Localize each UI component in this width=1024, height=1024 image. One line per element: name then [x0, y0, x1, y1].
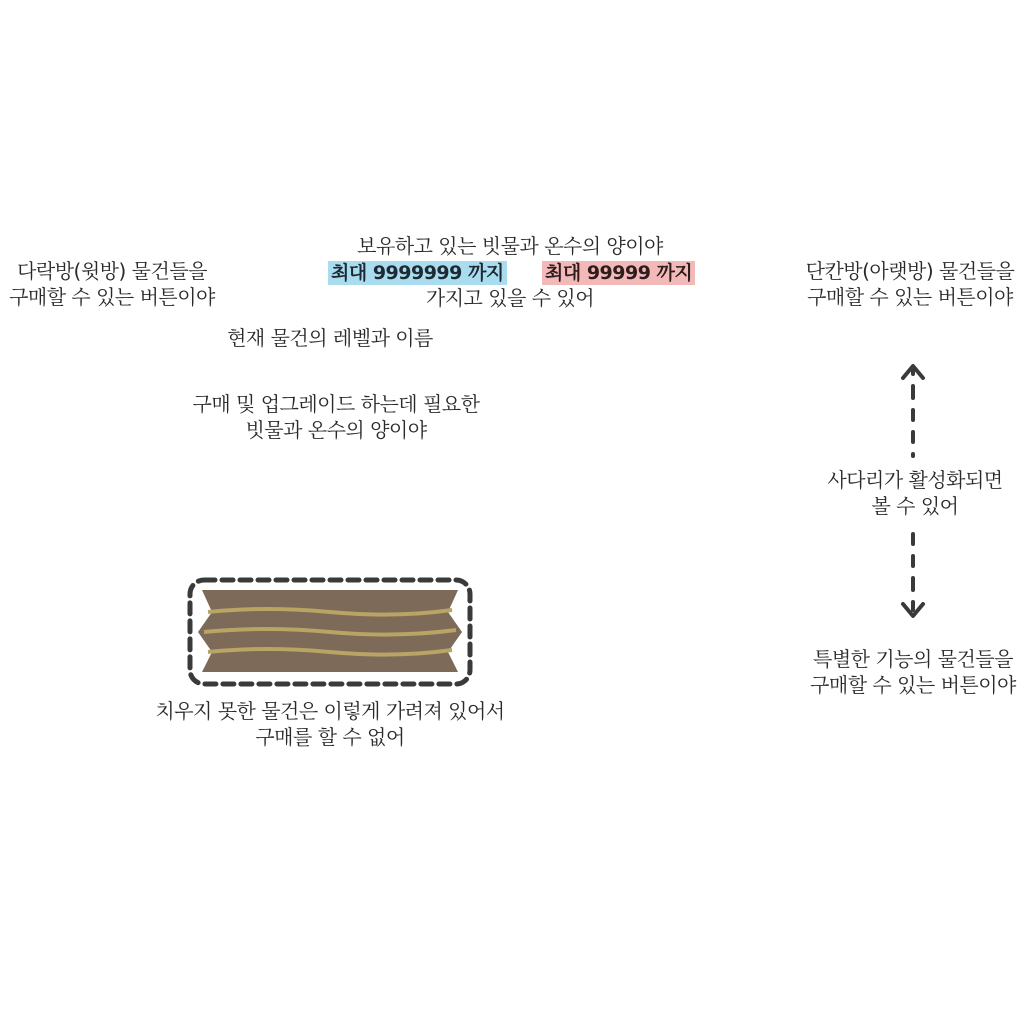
attic-button-note-line2: 구매할 수 있는 버튼이야: [9, 285, 215, 309]
storage-button-note: [796, 258, 1024, 310]
ladder-note-line2: 볼 수 있어: [871, 494, 959, 518]
rain-max-highlight: 최대 9999999 까지: [328, 261, 507, 285]
storage-button-note-line2: 구매할 수 있는 버튼이야: [807, 285, 1013, 309]
owned-resources-footer: 가지고 있을 수 있어: [425, 286, 595, 310]
hot-max-highlight: 최대 99999 까지: [542, 261, 695, 285]
cost-note-line1: 구매 및 업그레이드 하는데 필요한: [192, 392, 480, 416]
attic-button-note-line1: 다락방(윗방) 물건들을: [17, 259, 207, 283]
special-button-note-line2: 구매할 수 있는 버튼이야: [810, 673, 1016, 697]
storage-button-note-line1: 단칸방(아랫방) 물건들을: [805, 259, 1015, 283]
special-button-note-line1: 특별한 기능의 물건들을: [813, 647, 1013, 671]
covered-item-illustration: [186, 576, 474, 688]
hidden-item-note-line1: 치우지 못한 물건은 이렇게 가려져 있어서: [155, 699, 505, 723]
owned-resources-title: 보유하고 있는 빗물과 온수의 양이야: [357, 234, 663, 258]
special-button-note: [802, 646, 1024, 698]
hidden-item-note-line2: 구매를 할 수 없어: [255, 725, 405, 749]
hidden-item-note: [140, 698, 520, 750]
cost-note: [176, 391, 496, 443]
item-level-name-note: 현재 물건의 레벨과 이름: [227, 326, 433, 350]
attic-button-note: [0, 258, 224, 310]
ladder-note: [806, 467, 1024, 519]
ladder-note-line1: 사다리가 활성화되면: [827, 468, 1003, 492]
cost-note-line2: 빗물과 온수의 양이야: [245, 418, 427, 442]
